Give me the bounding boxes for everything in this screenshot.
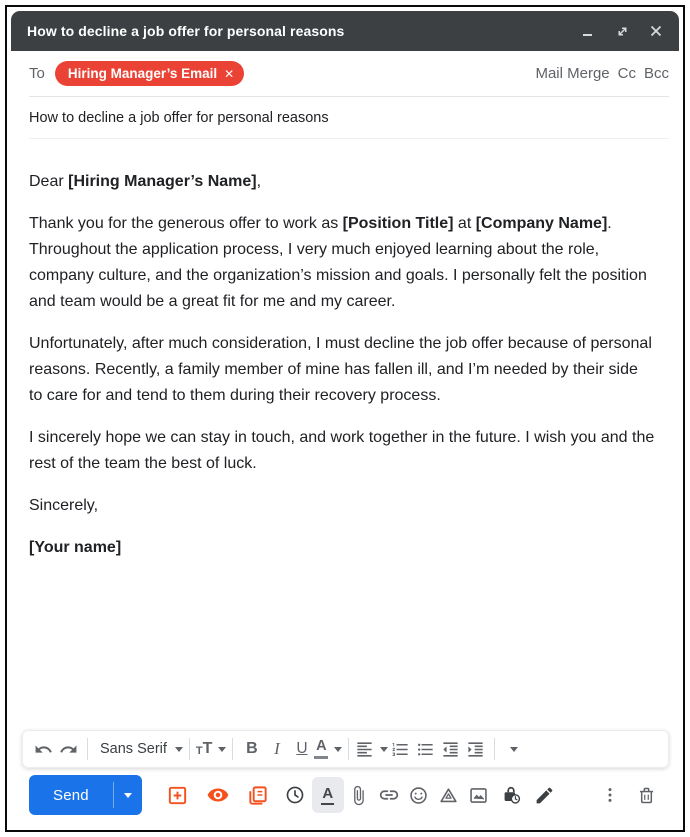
font-size-button[interactable] <box>196 735 227 763</box>
body-paragraph: [Your name] <box>29 539 122 556</box>
chevron-down-icon <box>218 747 226 752</box>
send-button[interactable]: Send <box>53 786 89 804</box>
bold-button[interactable]: B <box>246 740 258 757</box>
body-paragraph: Dear [Hiring Manager’s Name], <box>29 173 262 190</box>
bcc-link[interactable]: Bcc <box>643 65 669 82</box>
compose-titlebar[interactable] <box>11 11 679 51</box>
preview-eye-icon[interactable] <box>198 777 238 813</box>
close-icon[interactable] <box>649 24 663 38</box>
italic-button[interactable]: I <box>274 739 280 758</box>
chevron-down-icon <box>124 793 132 798</box>
compose-title: How to decline a job offer for personal reasons <box>27 23 345 39</box>
text-color-icon: A <box>314 739 328 759</box>
mail-merge-add-icon[interactable] <box>158 777 198 813</box>
align-button[interactable] <box>355 735 388 763</box>
numbered-list-button[interactable] <box>388 735 413 763</box>
action-bar-right <box>595 777 661 813</box>
discard-draft-icon[interactable] <box>631 777 661 813</box>
divider <box>189 738 190 760</box>
underline-button[interactable]: U <box>296 740 308 757</box>
font-family-select[interactable] <box>94 735 183 763</box>
font-family-label: Sans Serif <box>100 741 167 757</box>
action-bar <box>11 770 679 826</box>
screenshot-frame <box>5 5 685 832</box>
recipients-row[interactable] <box>29 51 669 97</box>
send-split-button[interactable] <box>29 775 142 815</box>
cc-link[interactable]: Cc <box>617 65 636 82</box>
subject-row[interactable] <box>29 97 669 139</box>
divider <box>232 738 233 760</box>
pop-out-icon[interactable] <box>615 24 629 38</box>
redo-icon[interactable] <box>56 735 81 763</box>
subject-input[interactable]: How to decline a job offer for personal reasons <box>29 109 329 126</box>
recipient-options <box>535 65 669 82</box>
drive-icon[interactable] <box>434 777 464 813</box>
divider <box>348 738 349 760</box>
bulleted-list-button[interactable] <box>413 735 438 763</box>
signature-pen-icon[interactable] <box>528 777 562 813</box>
attach-file-icon[interactable] <box>344 777 374 813</box>
formatting-options-toggle[interactable] <box>312 777 344 813</box>
confidential-mode-icon[interactable] <box>494 777 528 813</box>
align-left-icon <box>355 740 374 759</box>
font-size-icon: T T <box>195 740 213 757</box>
emoji-icon[interactable] <box>404 777 434 813</box>
email-body[interactable] <box>11 139 679 726</box>
window-controls <box>581 24 663 38</box>
minimize-icon[interactable] <box>581 24 595 38</box>
chip-remove-icon[interactable]: ✕ <box>224 66 235 81</box>
text-color-button[interactable] <box>314 735 342 763</box>
outdent-button[interactable] <box>438 735 463 763</box>
undo-icon[interactable] <box>31 735 56 763</box>
chevron-down-icon <box>510 747 518 752</box>
more-options-icon[interactable] <box>595 777 625 813</box>
divider <box>494 738 495 760</box>
divider <box>87 738 88 760</box>
send-options-button[interactable] <box>114 775 142 815</box>
recipient-chip-label: Hiring Manager’s Email <box>67 66 218 81</box>
chevron-down-icon <box>175 747 183 752</box>
body-paragraph: Thank you for the generous offer to work as [Position Title] at [Company Name]. Throughout the application process, I very much enjoyed learning about the role, company culture, and the organization’s mission and goals. I personally felt the position and team would be a great fit for me and my career. <box>29 215 647 310</box>
to-label: To <box>29 65 45 82</box>
insert-photo-icon[interactable] <box>464 777 494 813</box>
body-paragraph: Unfortunately, after much consideration, I must decline the job offer because of personal reasons. Recently, a family member of mine has fallen ill, and I’m needed by their side to care for and tend to them during their recovery process. <box>29 335 652 404</box>
chevron-down-icon <box>334 747 342 752</box>
body-paragraph: I sincerely hope we can stay in touch, and work together in the future. I wish you and the rest of the team the best of luck. <box>29 429 655 472</box>
recipient-chip[interactable] <box>55 61 244 86</box>
mail-merge-link[interactable]: Mail Merge <box>535 65 610 82</box>
chevron-down-icon <box>380 747 388 752</box>
compose-window <box>11 11 679 826</box>
schedule-clock-icon[interactable] <box>278 777 312 813</box>
body-paragraph: Sincerely, <box>29 497 99 514</box>
formatting-toolbar <box>22 730 669 768</box>
formatting-a-icon: A <box>321 786 334 805</box>
templates-icon[interactable] <box>238 777 278 813</box>
more-formatting-button[interactable] <box>501 735 526 763</box>
indent-button[interactable] <box>463 735 488 763</box>
insert-link-icon[interactable] <box>374 777 404 813</box>
